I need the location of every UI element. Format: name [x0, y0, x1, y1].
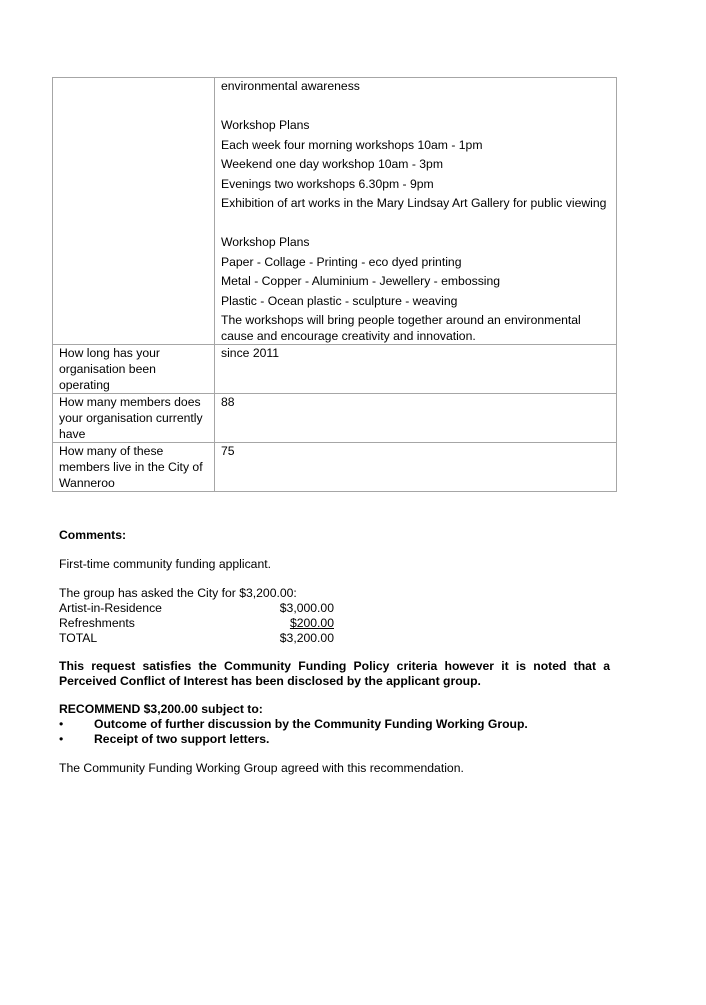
- budget-line: [59, 616, 334, 631]
- table-row-activity: [53, 78, 617, 345]
- application-details-table: [52, 77, 617, 492]
- condition-text: Outcome of further discussion by the Community Funding Working Group.: [94, 717, 528, 731]
- answer-cell: 75: [215, 443, 617, 492]
- question-cell-empty: [53, 78, 215, 345]
- condition-text: Receipt of two support letters.: [94, 732, 270, 746]
- workshop-plan-item: Each week four morning workshops 10am - 1pm: [221, 137, 483, 152]
- table-row: [53, 394, 617, 443]
- list-item: [59, 732, 610, 747]
- workshop-plan-item: Metal - Copper - Aluminium - Jewellery - embossing: [221, 274, 501, 288]
- bullet-icon: •: [59, 732, 64, 746]
- answer-cell: since 2011: [215, 345, 617, 394]
- working-group-agreement: The Community Funding Working Group agreed with this recommendation.: [59, 761, 464, 775]
- bullet-icon: •: [59, 717, 64, 731]
- question-cell: How many of these members live in the City of Wanneroo: [53, 443, 215, 492]
- budget-line: [59, 601, 334, 616]
- workshop-plan-item: Weekend one day workshop 10am - 3pm: [221, 157, 443, 171]
- list-item: [59, 717, 610, 732]
- budget-amount: $3,200.00: [279, 631, 334, 645]
- funding-request-intro: The group has asked the City for $3,200.00:: [59, 586, 297, 600]
- activity-intro: environmental awareness: [221, 79, 360, 93]
- workshop-plan-item: Exhibition of art works in the Mary Lindsay Art Gallery for public viewing: [221, 196, 607, 210]
- budget-label: Artist-in-Residence: [59, 601, 162, 615]
- budget-label: Refreshments: [59, 616, 135, 630]
- budget-total-line: [59, 631, 334, 646]
- policy-criteria-note: This request satisfies the Community Funding Policy criteria however it is noted that a Perceived Conflict of Interest has been disclosed by the applicant group.: [59, 659, 610, 688]
- budget-amount: $200.00: [289, 616, 334, 630]
- workshop-plans-heading: Workshop Plans: [221, 235, 310, 249]
- budget-label: TOTAL: [59, 631, 98, 645]
- workshop-plan-item: Evenings two workshops 6.30pm - 9pm: [221, 176, 434, 191]
- first-time-note: First-time community funding applicant.: [59, 557, 272, 571]
- question-cell: How long has your organisation been operating: [53, 345, 215, 394]
- workshop-plan-item: Plastic - Ocean plastic - sculpture - weaving: [221, 293, 458, 308]
- table-row: [53, 443, 617, 492]
- question-cell: How many members does your organisation currently have: [53, 394, 215, 443]
- recommendation-heading: RECOMMEND $3,200.00 subject to:: [59, 702, 263, 716]
- workshop-plan-item: Paper - Collage - Printing - eco dyed printing: [221, 254, 462, 269]
- activity-description-cell: [215, 78, 617, 345]
- budget-amount: $3,000.00: [279, 601, 334, 615]
- comments-heading: Comments:: [59, 528, 127, 542]
- answer-cell: 88: [215, 394, 617, 443]
- workshop-closing-text: The workshops will bring people together around an environmental cause and encourage creativity and innovation.: [221, 313, 581, 343]
- workshop-plans-heading: Workshop Plans: [221, 118, 310, 132]
- comments-section: [59, 528, 610, 776]
- table-row: [53, 345, 617, 394]
